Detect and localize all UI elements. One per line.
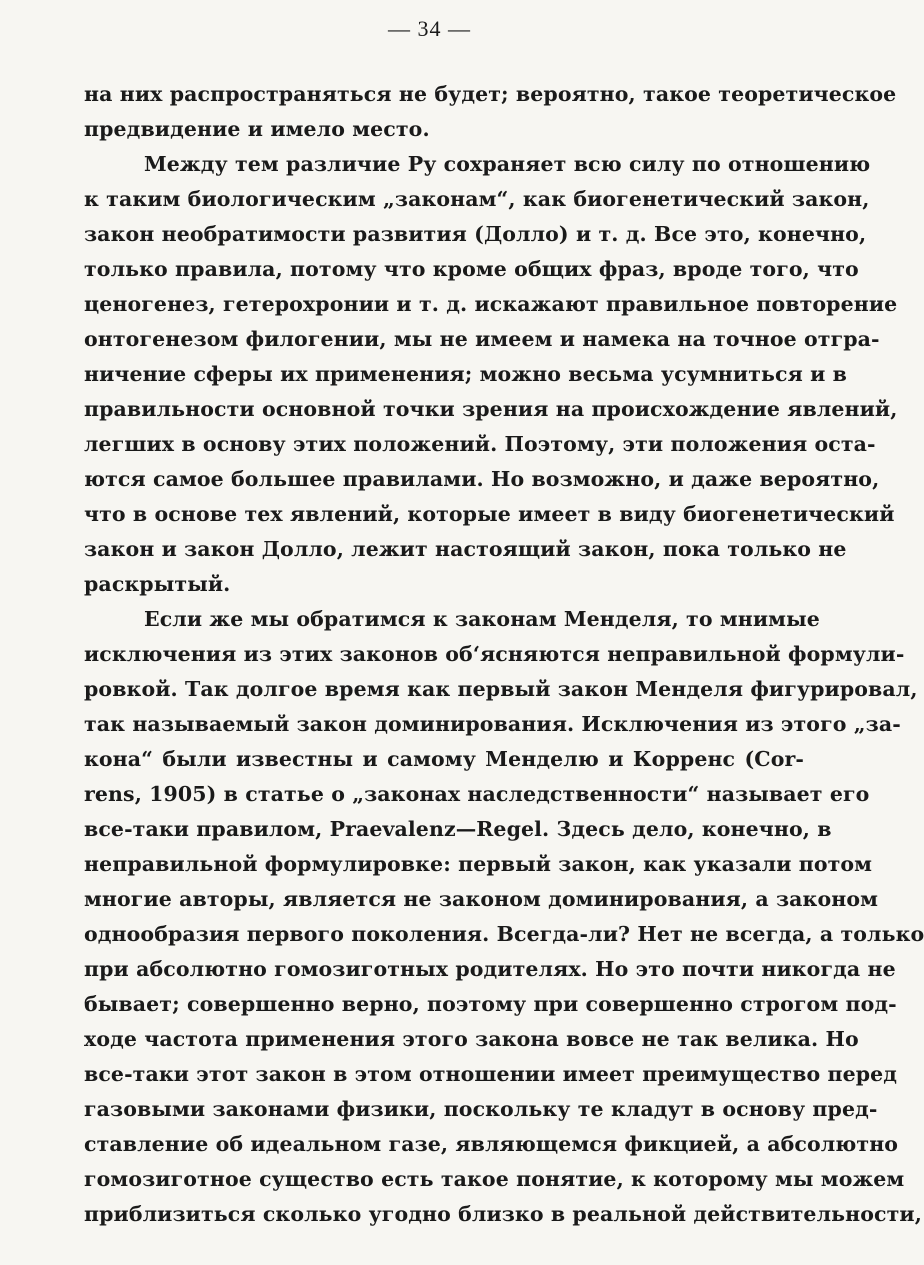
text-line: к таким биологическим „законам“, как биогенетический закон, — [84, 187, 870, 211]
text-line: ставление об идеальном газе, являющемся фикцией, а абсолютно — [84, 1132, 899, 1156]
text-line: исключения из этих законов об‘ясняются неправильной формули- — [84, 642, 905, 666]
text-line: все-таки этот закон в этом отношении имеет преимущество перед — [84, 1062, 898, 1086]
text-line: предвидение и имело место. — [84, 117, 430, 141]
text-line: Между тем различие Ру сохраняет всю силу по отношению — [144, 152, 871, 176]
text-line: гомозиготное существо есть такое понятие, к которому мы можем — [84, 1167, 905, 1191]
text-line: однообразия первого поколения. Всегда-ли? Нет не всегда, а только — [84, 922, 924, 946]
paragraph — [84, 77, 897, 147]
text-line: все-таки правилом, Praevalenz—Regel. Здесь дело, конечно, в — [84, 817, 832, 841]
text-line: многие авторы, является не законом доминирования, а законом — [84, 887, 879, 911]
text-line: ровкой. Так долгое время как первый закон Менделя фигурировал, — [84, 677, 918, 701]
text-line: при абсолютно гомозиготных родителях. Но это почти никогда не — [84, 957, 896, 981]
text-line: закон необратимости развития (Долло) и т. д. Все это, конечно, — [84, 222, 867, 246]
text-line: ценогенез, гетерохронии и т. д. искажают правильное повторение — [84, 292, 898, 316]
text-line: кона“ были известны и самому Менделю и Корренс (Cor- — [84, 747, 804, 771]
text-line: неправильной формулировке: первый закон, как указали потом — [84, 852, 873, 876]
text-line: бывает; совершенно верно, поэтому при совершенно строгом под- — [84, 992, 897, 1016]
paragraph — [84, 602, 924, 1232]
paragraph — [84, 147, 898, 602]
text-line: ходе частота применения этого закона вовсе не так велика. Но — [84, 1027, 859, 1051]
text-line: раскрытый. — [84, 572, 231, 596]
text-line: газовыми законами физики, поскольку те кладут в основу пред- — [84, 1097, 878, 1121]
text-line: Если же мы обратимся к законам Менделя, то мнимые — [144, 607, 820, 631]
text-line: rens, 1905) в статье о „законах наследственности“ называет его — [84, 782, 870, 806]
text-line: на них распространяться не будет; вероятно, такое теоретическое — [84, 82, 897, 106]
text-line: онтогенезом филогении, мы не имеем и намека на точное отгра- — [84, 327, 880, 351]
text-line: закон и закон Долло, лежит настоящий закон, пока только не — [84, 537, 847, 561]
text-line: ничение сферы их применения; можно весьма усумниться и в — [84, 362, 847, 386]
text-line: легших в основу этих положений. Поэтому, эти положения оста- — [84, 432, 876, 456]
body-text — [84, 77, 924, 1232]
text-line: только правила, потому что кроме общих фраз, вроде того, что — [84, 257, 859, 281]
text-line: правильности основной точки зрения на происхождение явлений, — [84, 397, 898, 421]
page-number: — 34 — — [388, 16, 471, 41]
text-line: что в основе тех явлений, которые имеет в виду биогенетический — [84, 502, 895, 526]
text-line: ются самое большее правилами. Но возможно, и даже вероятно, — [84, 467, 880, 491]
text-line: приблизиться сколько угодно близко в реальной действительности, — [84, 1202, 922, 1226]
text-line: так называемый закон доминирования. Исключения из этого „за- — [84, 712, 901, 736]
